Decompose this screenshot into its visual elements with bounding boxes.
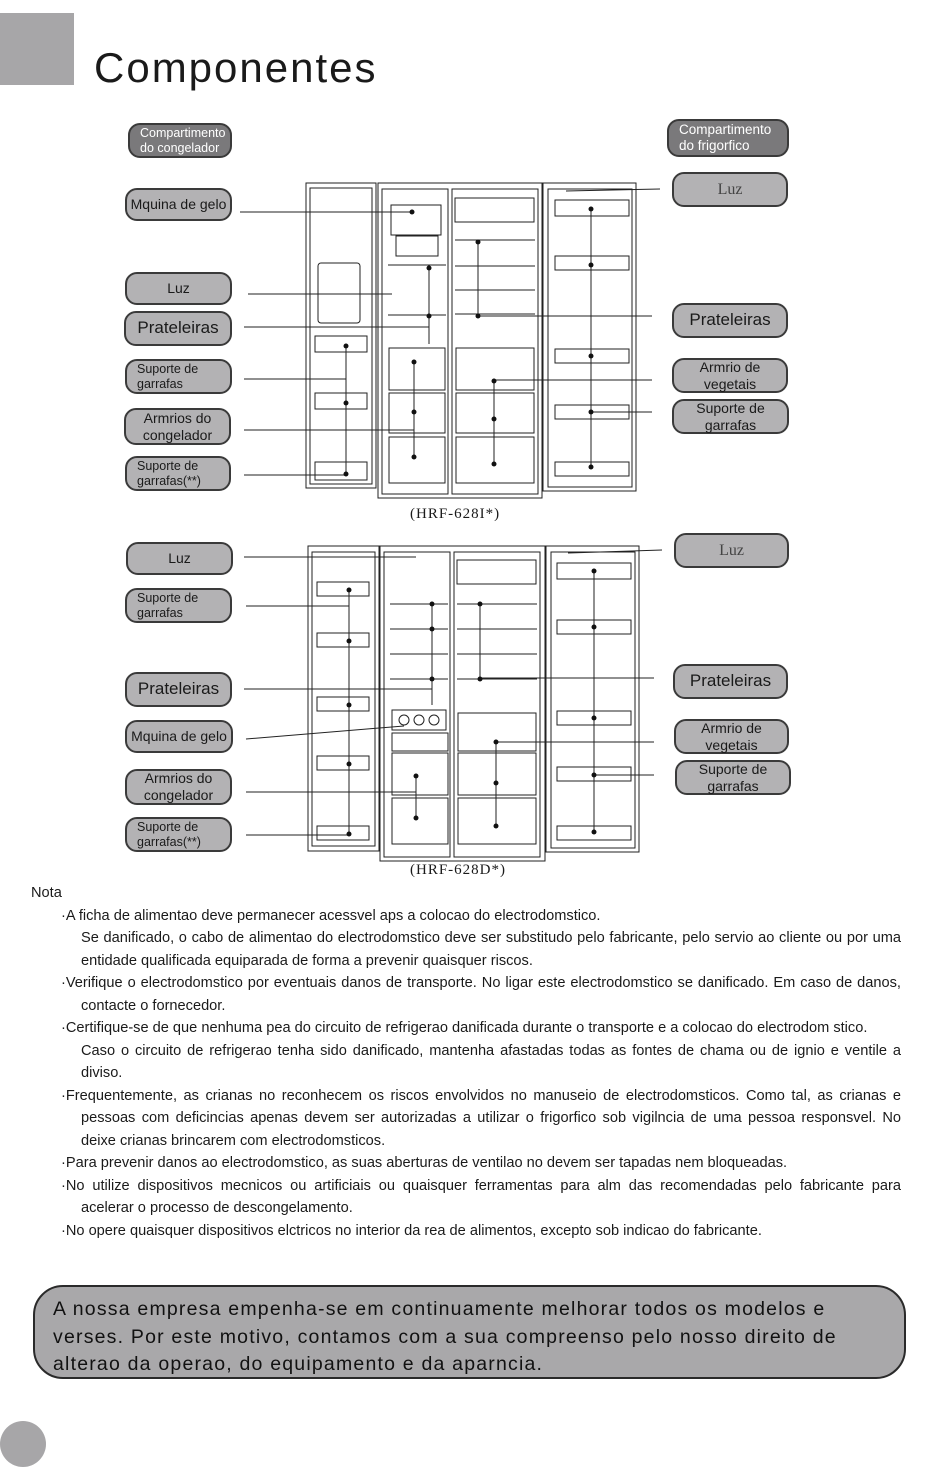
label-fridge-compartment: Compartimento do frigorfico (667, 119, 789, 157)
note-item: ·No opere quaisquer dispositivos elctricos no interior da rea de alimentos, excepto sob indicao do fabricante. (61, 1222, 762, 1239)
label-shelves-right-bottom: Prateleiras (673, 664, 788, 699)
note-item: ·Frequentemente, as crianas no reconhecem os riscos envolvidos no manuseio de electrodomsticos. Como tal, as crianas e pessoas com deficincias apenas devem ser autorizadas a utilizar o frigorfico sob vigilncia de uma pessoa responsvel. No deixe crianas brincarem com electrodomsticos. (61, 1087, 901, 1149)
label-vegetable-drawer-top: Armrio de vegetais (672, 358, 788, 393)
label-ice-maker-top: Mquina de gelo (125, 188, 232, 221)
note-item: ·No utilize dispositivos mecnicos ou artificiais ou quaisquer ferramentas para alm das recomendadas pelo fabricante para acelerar o processo de descongelamento. (61, 1177, 901, 1216)
note-item-continuation: Caso o circuito de refrigerao tenha sido danificado, mantenha afastadas todas as fontes de chama ou de ignio e ventile a diviso. (81, 1042, 901, 1081)
notice-box: A nossa empresa empenha-se em continuamente melhorar todos os modelos e verses. Por este motivo, contamos com a sua compreenso pelo nosso direito de alterao da operao, do equipamento e da aparncia. (33, 1285, 906, 1379)
note-item-continuation: Se danificado, o cabo de alimentao do electrodomstico deve ser substitudo pelo fabricante, pelo servio ao cliente ou por uma entidade qualificada equiparada de forma a prevenir quaisquer riscos. (81, 930, 901, 969)
label-ice-maker-bottom: Mquina de gelo (125, 720, 233, 753)
label-bottle-support-left-bottom: Suporte de garrafas (125, 588, 232, 623)
label-light-left-bottom: Luz (126, 542, 233, 575)
label-light-left-top: Luz (125, 272, 232, 305)
label-vegetable-drawer-bottom: Armrio de vegetais (674, 719, 789, 754)
note-item: ·A ficha de alimentao deve permanecer acessvel aps a colocao do electrodomstico. (61, 907, 601, 924)
model-label-bottom: (HRF-628D*) (410, 862, 506, 878)
label-shelves-left-bottom: Prateleiras (125, 672, 232, 707)
label-freezer-compartment: Compartimento do congelador (128, 123, 232, 158)
label-shelves-left-top: Prateleiras (124, 311, 232, 346)
label-light-right-bottom: Luz (674, 533, 789, 568)
label-freezer-drawers-bottom: Armrios do congelador (125, 769, 232, 805)
notes-section (31, 882, 901, 1242)
label-bottle-support-optional-top: Suporte de garrafas(**) (125, 456, 231, 491)
model-label-top: (HRF-628I*) (410, 506, 501, 522)
label-freezer-drawers-top: Armrios do congelador (124, 408, 231, 445)
label-shelves-right-top: Prateleiras (672, 303, 788, 338)
label-bottle-support-optional-bottom: Suporte de garrafas(**) (125, 817, 232, 852)
notes-heading: Nota (31, 885, 62, 901)
fridge-bottom-drawing (244, 546, 662, 861)
label-bottle-support-right-bottom: Suporte de garrafas (675, 760, 791, 795)
note-item: ·Certifique-se de que nenhuma pea do circuito de refrigerao danificada durante o transporte e a colocao do electrodom stico. (61, 1020, 868, 1036)
label-bottle-support-right-top: Suporte de garrafas (672, 399, 789, 434)
note-item: ·Verifique o electrodomstico por eventuais danos de transporte. No ligar este electrodomstico se danificado. Em caso de danos, contacte o fornecedor. (61, 975, 901, 1014)
label-bottle-support-left-top: Suporte de garrafas (125, 359, 232, 394)
note-item: ·Para prevenir danos ao electrodomstico, as suas aberturas de ventilao no devem ser tapadas nem bloqueadas. (61, 1155, 788, 1171)
label-light-right-top: Luz (672, 172, 788, 207)
page-number-circle (0, 1421, 46, 1467)
fridge-top-drawing (240, 183, 660, 498)
page-title: Componentes (94, 44, 378, 91)
